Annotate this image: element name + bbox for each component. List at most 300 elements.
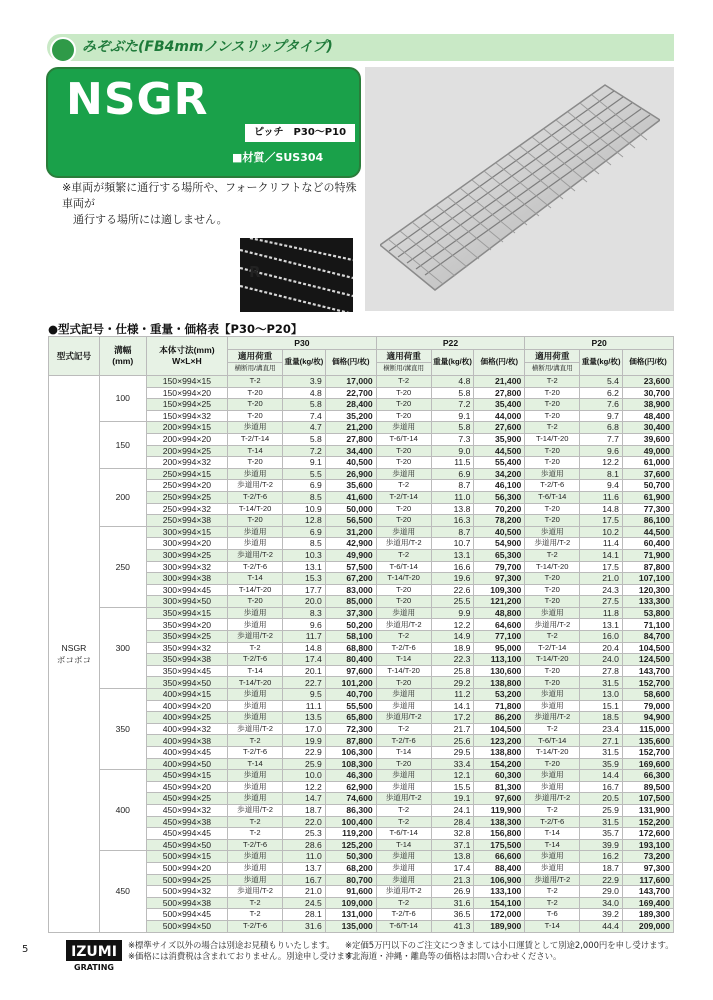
price-cell: 53,200	[474, 689, 525, 701]
load-cell: T-2	[525, 376, 580, 388]
weight-cell: 16.3	[431, 515, 474, 527]
load-cell: 歩道用/T-2	[228, 723, 283, 735]
weight-header: 重量(kg/枚)	[431, 350, 474, 376]
weight-cell: 9.4	[580, 480, 623, 492]
price-cell: 104,500	[474, 723, 525, 735]
price-cell: 154,200	[474, 758, 525, 770]
dims-cell: 350×994×38	[146, 654, 227, 666]
dims-cell: 200×994×15	[146, 422, 227, 434]
load-cell: T-2	[228, 642, 283, 654]
price-cell: 66,300	[622, 770, 673, 782]
load-cell: T-20	[525, 515, 580, 527]
price-cell: 44,500	[474, 445, 525, 457]
price-cell: 125,200	[325, 839, 376, 851]
load-cell: T-2	[525, 804, 580, 816]
weight-cell: 20.5	[580, 793, 623, 805]
pitch-header-p22: P22	[376, 337, 525, 350]
load-cell: T-20	[525, 677, 580, 689]
dims-cell: 200×994×25	[146, 445, 227, 457]
weight-cell: 18.7	[283, 804, 326, 816]
grating-image	[380, 80, 660, 295]
weight-cell: 22.3	[431, 654, 474, 666]
price-cell: 108,300	[325, 758, 376, 770]
load-cell: 歩道用	[228, 619, 283, 631]
price-cell: 58,600	[622, 689, 673, 701]
weight-cell: 14.8	[580, 503, 623, 515]
price-cell: 27,800	[474, 387, 525, 399]
price-cell: 77,300	[622, 503, 673, 515]
load-cell: 歩道用/T-2	[525, 712, 580, 724]
price-cell: 61,900	[622, 491, 673, 503]
load-cell: T-20	[228, 515, 283, 527]
weight-cell: 8.5	[283, 491, 326, 503]
price-cell: 109,000	[325, 897, 376, 909]
price-cell: 95,000	[474, 642, 525, 654]
dims-cell: 150×994×15	[146, 376, 227, 388]
dims-cell: 300×994×38	[146, 573, 227, 585]
load-cell: T-20	[525, 503, 580, 515]
load-cell: T-2	[228, 816, 283, 828]
load-cell: T-6	[525, 909, 580, 921]
load-cell: T-2	[376, 549, 431, 561]
footer-note: ※標準サイズ以外の場合は別途お見積もりいたします。	[128, 940, 335, 950]
price-cell: 87,800	[325, 735, 376, 747]
load-cell: T-2	[525, 631, 580, 643]
load-cell: T-2	[525, 897, 580, 909]
price-cell: 131,000	[325, 909, 376, 921]
load-cell: 歩道用	[525, 468, 580, 480]
weight-cell: 16.6	[431, 561, 474, 573]
weight-cell: 7.3	[431, 433, 474, 445]
load-cell: 歩道用/T-2	[376, 538, 431, 550]
weight-cell: 14.4	[580, 770, 623, 782]
weight-cell: 22.9	[283, 747, 326, 759]
dims-cell: 500×994×20	[146, 862, 227, 874]
material-label: ■材質／SUS304	[232, 151, 324, 164]
price-cell: 87,800	[622, 561, 673, 573]
dims-cell: 350×994×20	[146, 619, 227, 631]
price-cell: 86,300	[325, 804, 376, 816]
weight-cell: 39.2	[580, 909, 623, 921]
load-cell: 歩道用	[376, 607, 431, 619]
weight-cell: 17.2	[431, 712, 474, 724]
weight-cell: 35.9	[580, 758, 623, 770]
weight-cell: 29.5	[431, 747, 474, 759]
price-cell: 54,900	[474, 538, 525, 550]
load-subheader: 横断用/溝直用	[376, 363, 431, 376]
width-cell: 300	[99, 607, 146, 688]
price-cell: 97,600	[325, 665, 376, 677]
price-cell: 56,300	[474, 491, 525, 503]
weight-cell: 17.0	[283, 723, 326, 735]
load-cell: T-14	[525, 828, 580, 840]
weight-cell: 25.3	[283, 828, 326, 840]
weight-cell: 17.5	[580, 561, 623, 573]
load-cell: T-14/T-20	[525, 747, 580, 759]
load-cell: T-2	[525, 723, 580, 735]
price-cell: 65,300	[474, 549, 525, 561]
price-cell: 77,100	[474, 631, 525, 643]
load-cell: T-14	[525, 839, 580, 851]
price-cell: 58,100	[325, 631, 376, 643]
weight-cell: 25.9	[283, 758, 326, 770]
price-cell: 53,800	[622, 607, 673, 619]
weight-cell: 11.1	[283, 700, 326, 712]
load-cell: 歩道用	[228, 526, 283, 538]
model-sub: ボコボコ	[56, 654, 92, 665]
width-cell: 450	[99, 851, 146, 932]
weight-cell: 19.9	[283, 735, 326, 747]
weight-cell: 13.1	[283, 561, 326, 573]
load-cell: T-20	[525, 584, 580, 596]
weight-cell: 19.1	[431, 793, 474, 805]
load-cell: T-14	[228, 665, 283, 677]
dims-cell: 500×994×15	[146, 851, 227, 863]
price-cell: 131,900	[622, 804, 673, 816]
price-header: 価格(円/枚)	[474, 350, 525, 376]
weight-cell: 10.9	[283, 503, 326, 515]
load-cell: T-2	[525, 549, 580, 561]
dims-cell: 250×994×32	[146, 503, 227, 515]
model-cell	[49, 376, 100, 933]
price-cell: 71,800	[474, 700, 525, 712]
load-cell: T-2/T-6	[228, 561, 283, 573]
table-row	[49, 689, 674, 701]
load-cell: T-20	[376, 503, 431, 515]
weight-cell: 32.8	[431, 828, 474, 840]
price-cell: 50,200	[325, 619, 376, 631]
load-cell: 歩道用	[228, 793, 283, 805]
price-cell: 89,500	[622, 781, 673, 793]
price-cell: 107,500	[622, 793, 673, 805]
weight-cell: 6.9	[431, 468, 474, 480]
price-cell: 101,200	[325, 677, 376, 689]
weight-cell: 8.1	[580, 468, 623, 480]
price-cell: 74,600	[325, 793, 376, 805]
company-logo	[66, 940, 122, 972]
table-body	[49, 376, 674, 933]
load-cell: T-2	[228, 376, 283, 388]
load-cell: T-14/T-20	[525, 561, 580, 573]
dims-cell: 500×994×38	[146, 897, 227, 909]
dims-cell: 200×994×32	[146, 457, 227, 469]
price-cell: 107,100	[622, 573, 673, 585]
price-cell: 71,100	[622, 619, 673, 631]
price-cell: 64,600	[474, 619, 525, 631]
load-cell: 歩道用/T-2	[228, 804, 283, 816]
price-cell: 57,500	[325, 561, 376, 573]
weight-cell: 6.2	[580, 387, 623, 399]
load-cell: 歩道用	[525, 607, 580, 619]
price-cell: 86,100	[622, 515, 673, 527]
load-cell: 歩道用	[228, 607, 283, 619]
load-cell: T-20	[228, 596, 283, 608]
weight-cell: 21.0	[283, 886, 326, 898]
weight-cell: 27.8	[580, 665, 623, 677]
load-cell: 歩道用/T-2	[525, 874, 580, 886]
load-cell: T-6/T-14	[376, 433, 431, 445]
model-name: NSGR	[66, 74, 209, 125]
load-cell: T-14	[376, 747, 431, 759]
weight-cell: 13.1	[580, 619, 623, 631]
price-cell: 39,600	[622, 433, 673, 445]
table-row	[49, 851, 674, 863]
price-cell: 40,700	[325, 689, 376, 701]
dims-cell: 450×994×15	[146, 770, 227, 782]
price-cell: 61,000	[622, 457, 673, 469]
price-cell: 62,900	[325, 781, 376, 793]
spec-price-table	[48, 336, 674, 933]
dims-cell: 350×994×45	[146, 665, 227, 677]
price-cell: 124,500	[622, 654, 673, 666]
price-cell: 60,300	[474, 770, 525, 782]
load-cell: T-20	[228, 387, 283, 399]
dims-cell: 400×994×50	[146, 758, 227, 770]
load-cell: T-2/T-6	[228, 920, 283, 932]
price-cell: 67,200	[325, 573, 376, 585]
weight-cell: 13.7	[283, 862, 326, 874]
price-cell: 60,400	[622, 538, 673, 550]
weight-cell: 4.8	[283, 387, 326, 399]
price-cell: 80,700	[325, 874, 376, 886]
weight-cell: 14.9	[431, 631, 474, 643]
weight-cell: 5.8	[431, 422, 474, 434]
load-cell: T-2	[376, 480, 431, 492]
price-cell: 152,700	[622, 747, 673, 759]
load-cell: T-2/T-6	[525, 480, 580, 492]
weight-cell: 13.0	[580, 689, 623, 701]
weight-cell: 14.7	[283, 793, 326, 805]
dims-cell: 450×994×25	[146, 793, 227, 805]
dims-cell: 450×994×20	[146, 781, 227, 793]
price-cell: 37,600	[622, 468, 673, 480]
load-cell: 歩道用/T-2	[376, 886, 431, 898]
weight-cell: 12.8	[283, 515, 326, 527]
load-cell: T-20	[525, 665, 580, 677]
weight-cell: 18.7	[580, 862, 623, 874]
load-cell: T-14	[228, 573, 283, 585]
footer-notes-right	[345, 940, 674, 962]
price-cell: 119,900	[474, 804, 525, 816]
price-cell: 113,100	[474, 654, 525, 666]
load-cell: T-20	[376, 399, 431, 411]
load-cell: 歩道用	[525, 526, 580, 538]
weight-cell: 10.3	[283, 549, 326, 561]
dims-cell: 500×994×32	[146, 886, 227, 898]
weight-cell: 11.8	[580, 607, 623, 619]
width-cell: 150	[99, 422, 146, 468]
load-cell: T-14/T-20	[228, 677, 283, 689]
price-cell: 21,200	[325, 422, 376, 434]
weight-cell: 28.6	[283, 839, 326, 851]
load-cell: 歩道用/T-2	[228, 631, 283, 643]
price-cell: 42,900	[325, 538, 376, 550]
weight-cell: 10.0	[283, 770, 326, 782]
weight-cell: 13.8	[431, 851, 474, 863]
weight-cell: 9.9	[431, 607, 474, 619]
weight-cell: 13.1	[431, 549, 474, 561]
load-cell: T-20	[376, 445, 431, 457]
load-cell: T-20	[525, 445, 580, 457]
price-cell: 104,500	[622, 642, 673, 654]
price-cell: 172,600	[622, 828, 673, 840]
pitch-header-p20: P20	[525, 337, 674, 350]
load-cell: T-2/T-6	[376, 642, 431, 654]
series-title: みぞぶた(FB4mmノンスリップタイプ)	[82, 39, 333, 55]
weight-cell: 8.7	[431, 526, 474, 538]
dims-cell: 500×994×25	[146, 874, 227, 886]
price-cell: 94,900	[622, 712, 673, 724]
load-cell: 歩道用	[228, 862, 283, 874]
table-row	[49, 770, 674, 782]
load-cell: T-14	[228, 445, 283, 457]
load-cell: T-20	[525, 573, 580, 585]
weight-cell: 12.2	[580, 457, 623, 469]
weight-cell: 7.4	[283, 410, 326, 422]
price-cell: 135,000	[325, 920, 376, 932]
weight-cell: 5.8	[283, 433, 326, 445]
load-cell: T-20	[228, 457, 283, 469]
price-cell: 175,500	[474, 839, 525, 851]
price-cell: 78,200	[474, 515, 525, 527]
price-cell: 27,600	[474, 422, 525, 434]
load-subheader: 横断用/溝直用	[228, 363, 283, 376]
load-cell: T-14	[228, 758, 283, 770]
price-cell: 169,600	[622, 758, 673, 770]
weight-cell: 11.7	[283, 631, 326, 643]
dims-cell: 350×994×25	[146, 631, 227, 643]
load-cell: T-2	[228, 735, 283, 747]
weight-cell: 21.3	[431, 874, 474, 886]
load-cell: T-20	[376, 457, 431, 469]
dims-cell: 250×994×20	[146, 480, 227, 492]
load-cell: T-2	[376, 631, 431, 643]
weight-cell: 31.5	[580, 677, 623, 689]
price-cell: 84,700	[622, 631, 673, 643]
price-cell: 138,300	[474, 816, 525, 828]
price-cell: 34,200	[474, 468, 525, 480]
price-cell: 86,200	[474, 712, 525, 724]
table-heading: ●型式記号・仕様・重量・価格表【P30～P20】	[48, 322, 303, 336]
load-cell: T-2/T-6	[228, 491, 283, 503]
price-cell: 143,700	[622, 886, 673, 898]
load-header: 適用荷重	[376, 350, 431, 363]
price-cell: 97,600	[474, 793, 525, 805]
load-cell: 歩道用	[228, 770, 283, 782]
price-cell: 138,800	[474, 747, 525, 759]
load-cell: 歩道用	[525, 689, 580, 701]
dims-cell: 300×994×45	[146, 584, 227, 596]
dims-cell: 150×994×20	[146, 387, 227, 399]
dims-cell: 450×994×38	[146, 816, 227, 828]
weight-cell: 39.9	[580, 839, 623, 851]
weight-cell: 11.6	[580, 491, 623, 503]
weight-cell: 11.0	[431, 491, 474, 503]
weight-cell: 9.6	[580, 445, 623, 457]
weight-cell: 17.7	[283, 584, 326, 596]
dims-cell: 250×994×38	[146, 515, 227, 527]
weight-cell: 13.5	[283, 712, 326, 724]
weight-cell: 4.7	[283, 422, 326, 434]
price-cell: 189,300	[622, 909, 673, 921]
load-cell: T-14/T-20	[525, 654, 580, 666]
load-cell: T-20	[525, 758, 580, 770]
price-cell: 169,400	[622, 897, 673, 909]
price-cell: 68,200	[325, 862, 376, 874]
load-cell: T-2	[376, 804, 431, 816]
weight-cell: 37.1	[431, 839, 474, 851]
weight-cell: 25.8	[431, 665, 474, 677]
weight-cell: 16.0	[580, 631, 623, 643]
weight-cell: 11.4	[580, 538, 623, 550]
load-cell: 歩道用	[376, 874, 431, 886]
load-cell: T-2	[376, 376, 431, 388]
dims-cell: 500×994×45	[146, 909, 227, 921]
weight-cell: 21.7	[431, 723, 474, 735]
load-cell: T-20	[228, 399, 283, 411]
load-cell: T-20	[376, 758, 431, 770]
weight-cell: 34.0	[580, 897, 623, 909]
weight-cell: 17.4	[431, 862, 474, 874]
weight-cell: 6.8	[580, 422, 623, 434]
load-cell: T-20	[376, 387, 431, 399]
col-header-model: 型式記号	[49, 337, 100, 376]
svg-text:IZUMI: IZUMI	[71, 944, 117, 960]
price-cell: 49,000	[622, 445, 673, 457]
weight-cell: 5.5	[283, 468, 326, 480]
load-cell: 歩道用	[228, 422, 283, 434]
price-cell: 55,400	[474, 457, 525, 469]
load-cell: T-2/T-6	[228, 839, 283, 851]
dims-cell: 500×994×50	[146, 920, 227, 932]
load-cell: T-14/T-20	[525, 433, 580, 445]
load-cell: T-20	[525, 387, 580, 399]
price-cell: 50,000	[325, 503, 376, 515]
price-cell: 34,400	[325, 445, 376, 457]
dims-cell: 200×994×20	[146, 433, 227, 445]
dims-cell: 400×994×15	[146, 689, 227, 701]
price-cell: 130,600	[474, 665, 525, 677]
price-cell: 41,600	[325, 491, 376, 503]
load-subheader: 横断用/溝直用	[525, 363, 580, 376]
weight-cell: 13.8	[431, 503, 474, 515]
load-cell: T-6/T-14	[376, 561, 431, 573]
load-header: 適用荷重	[525, 350, 580, 363]
price-cell: 46,300	[325, 770, 376, 782]
price-cell: 106,300	[325, 747, 376, 759]
load-cell: T-20	[376, 584, 431, 596]
weight-cell: 7.2	[283, 445, 326, 457]
weight-cell: 5.8	[431, 387, 474, 399]
table-row	[49, 468, 674, 480]
weight-cell: 5.4	[580, 376, 623, 388]
weight-cell: 9.5	[283, 689, 326, 701]
price-cell: 48,400	[622, 410, 673, 422]
load-cell: T-2	[228, 897, 283, 909]
weight-cell: 8.7	[431, 480, 474, 492]
weight-cell: 33.4	[431, 758, 474, 770]
price-cell: 209,000	[622, 920, 673, 932]
weight-cell: 10.7	[431, 538, 474, 550]
weight-cell: 24.3	[580, 584, 623, 596]
price-cell: 133,300	[622, 596, 673, 608]
price-cell: 138,800	[474, 677, 525, 689]
price-cell: 119,200	[325, 828, 376, 840]
price-cell: 40,500	[325, 457, 376, 469]
load-cell: T-20	[376, 596, 431, 608]
table-row	[49, 376, 674, 388]
price-cell: 189,900	[474, 920, 525, 932]
